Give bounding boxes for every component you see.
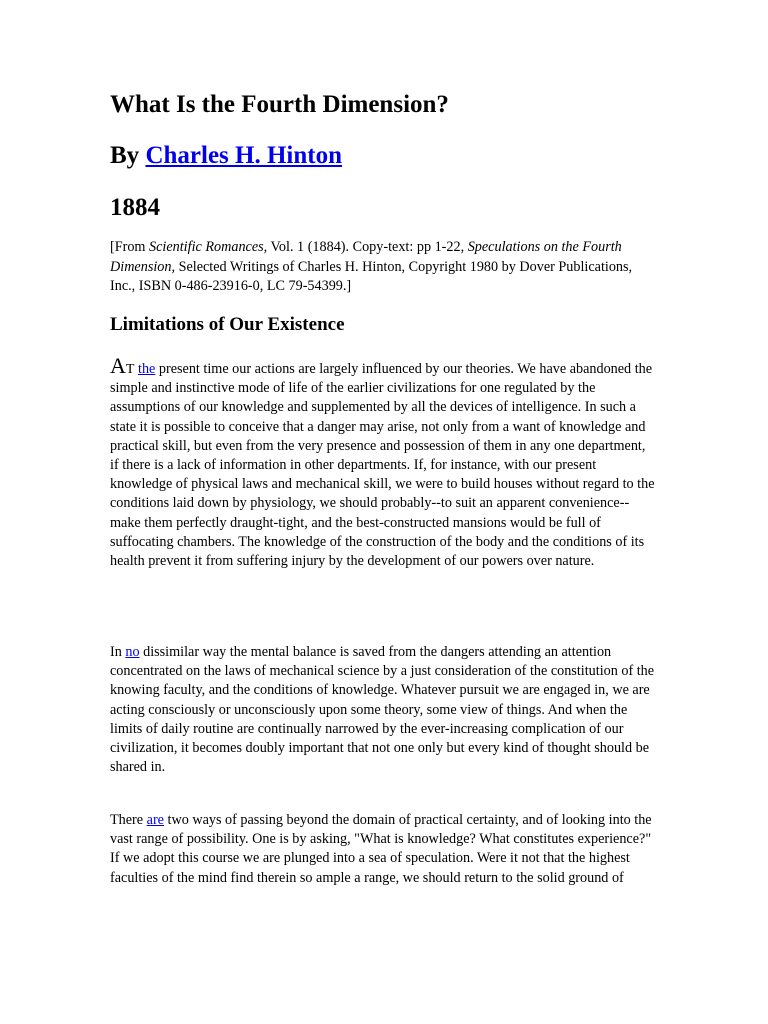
source-open: [From: [110, 239, 150, 255]
link-the[interactable]: the: [138, 361, 156, 377]
paragraph-1: [110, 353, 655, 571]
by-prefix: By: [110, 142, 146, 169]
year-text: 1884: [110, 194, 160, 221]
source-note: [110, 238, 655, 297]
paragraph-2: [110, 643, 655, 777]
link-no[interactable]: no: [125, 644, 140, 660]
page-title: [110, 90, 449, 120]
dropcap-letter: A: [110, 353, 126, 378]
link-are[interactable]: are: [146, 812, 164, 828]
source-book1: Scientific Romances,: [149, 239, 268, 255]
paragraph-2-text: dissimilar way the mental balance is saved from the dangers attending an attention concentrated on the laws of mechanical science by a just consideration of the constitution of the knowing faculty, and the conditions of knowledge. Whatever pursuit we are engaged in, we are acting consciously or unconsciously upon some theory, some view of things. And when the limits of daily routine are continually narrowed by the ever-increasing complication of our civilization, it becomes doubly important that not one only but every kind of thought should be shared in.: [110, 644, 655, 776]
author-heading: [110, 141, 342, 171]
year-heading: [110, 193, 160, 223]
paragraph-3-lead: There: [110, 812, 147, 828]
author-link[interactable]: Charles H. Hinton: [145, 142, 342, 169]
title-text: What Is the Fourth Dimension?: [110, 91, 449, 118]
source-part3: Selected Writings of Charles H. Hinton, Copyright 1980 by Dover Publications, Inc., ISBN 0-486-23916-0, LC 79-54399.]: [110, 258, 633, 294]
source-part2: Vol. 1 (1884). Copy-text: pp 1-22,: [267, 239, 468, 255]
section-title: Limitations of Our Existence: [110, 314, 345, 335]
smallcap-letter: T: [125, 362, 135, 377]
paragraph-2-lead: In: [110, 644, 126, 660]
paragraph-1-text: present time our actions are largely influenced by our theories. We have abandoned the simple and instinctive mode of life of the earlier civilizations for one regulated by the assumptions of our knowledge and supplemented by all the devices of intelligence. In such a state it is possible to conceive that a danger may arise, not only from a want of knowledge and practical skill, but even from the very presence and possession of them in any one department, if there is a lack of information in other departments. If, for instance, with our present knowledge of physical laws and mechanical skill, we were to build houses without regard to the conditions laid down by physiology, we should probably--to suit an apparent convenience--make them perfectly draught-tight, and the best-constructed mansions would be full of suffocating chambers. The knowledge of the construction of the body and the conditions of its health prevent it from suffering injury by the development of our powers over nature.: [110, 361, 655, 570]
paragraph-3-text: two ways of passing beyond the domain of practical certainty, and of looking into the vast range of possibility. One is by asking, "What is knowledge? What constitutes experience?" If we adopt this course we are plunged into a sea of speculation. Were it not that the highest faculties of the mind find therein so ample a range, we should return to the solid ground of: [110, 812, 652, 886]
source-book2: Speculations on the Fourth Dimension,: [110, 239, 622, 275]
paragraph-3: [110, 811, 655, 888]
